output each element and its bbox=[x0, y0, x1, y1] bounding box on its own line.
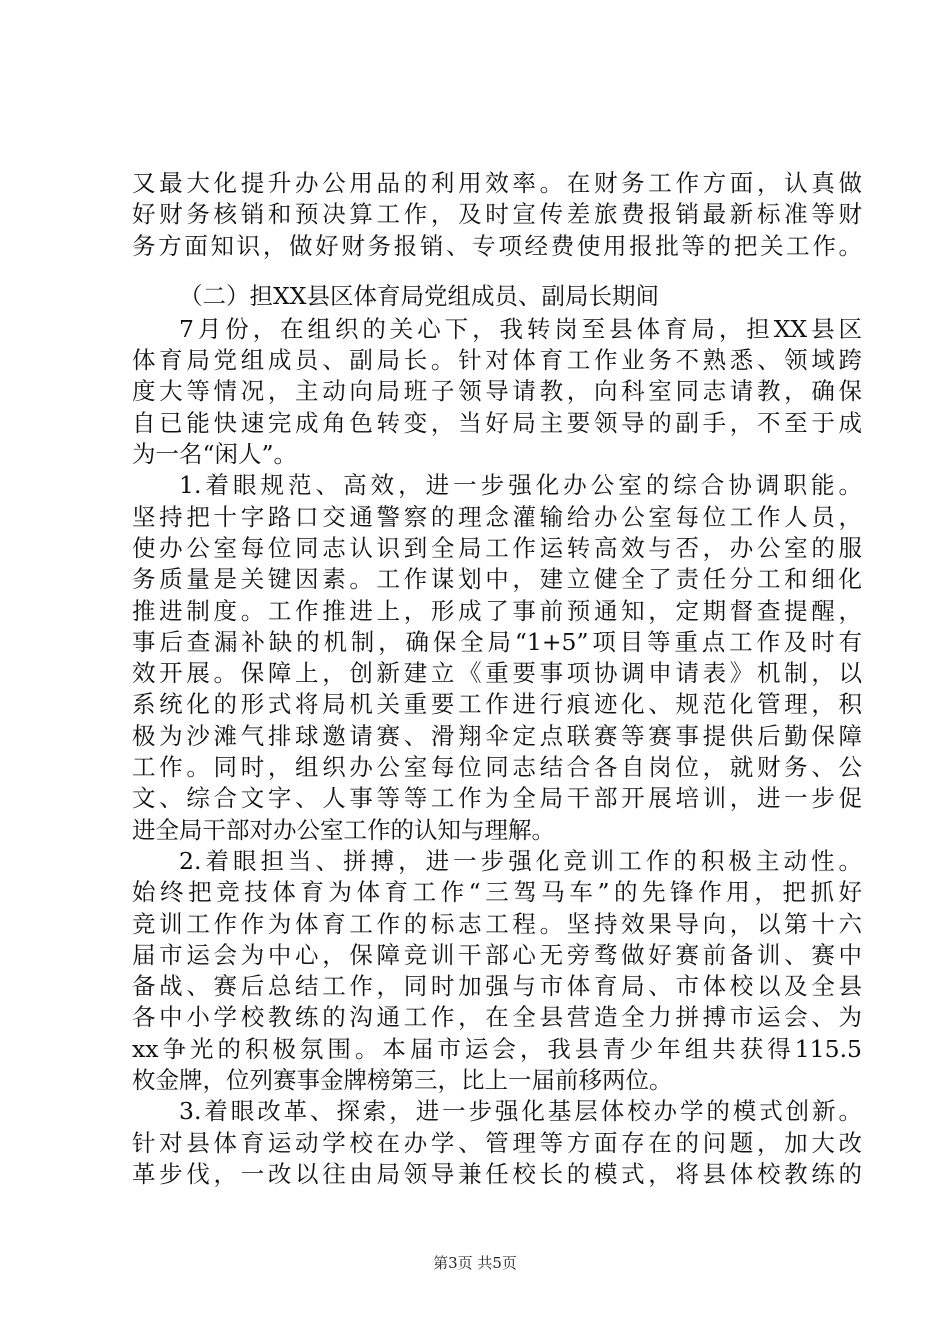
text-line: 系统化的形式将局机关重要工作进行痕迹化、规范化管理，积 bbox=[132, 690, 862, 719]
text-line: 务方面知识，做好财务报销、专项经费使用报批等的把关工作。 bbox=[132, 231, 862, 260]
text-line: 使办公室每位同志认识到全局工作运转高效与否，办公室的服 bbox=[132, 533, 862, 562]
text-line: 竞训工作作为体育工作的标志工程。坚持效果导向，以第十六 bbox=[132, 909, 862, 938]
text-line: 文、综合文字、人事等等工作为全局干部开展培训，进一步促 bbox=[132, 784, 862, 813]
text-line: 针对县体育运动学校在办学、管理等方面存在的问题，加大改 bbox=[132, 1128, 862, 1157]
page-footer: 第3页 共5页 bbox=[433, 1254, 517, 1272]
text-line: 为一名“闲人”。 bbox=[132, 440, 298, 469]
section-heading: （二）担XX县区体育局党组成员、副局长期间 bbox=[179, 281, 659, 310]
text-line: 进全局干部对办公室工作的认知与理解。 bbox=[132, 815, 555, 844]
subheading-line: 1.着眼规范、高效，进一步强化办公室的综合协调职能。 bbox=[179, 471, 862, 500]
text-line: 度大等情况，主动向局班子领导请教，向科室同志请教，确保 bbox=[132, 377, 862, 406]
text-line: 事后查漏补缺的机制，确保全局“1+5”项目等重点工作及时有 bbox=[132, 627, 862, 656]
text-line: 体育局党组成员、副局长。针对体育工作业务不熟悉、领域跨 bbox=[132, 346, 862, 375]
text-line: 推进制度。工作推进上，形成了事前预通知，定期督查提醒， bbox=[132, 596, 862, 625]
text-line: 坚持把十字路口交通警察的理念灌输给办公室每位工作人员， bbox=[132, 502, 862, 531]
text-line: 备战、赛后总结工作，同时加强与市体育局、市体校以及全县 bbox=[132, 972, 862, 1001]
text-line: 又最大化提升办公用品的利用效率。在财务工作方面，认真做 bbox=[132, 169, 862, 197]
text-line: xx争光的积极氛围。本届市运会，我县青少年组共获得115.5 bbox=[132, 1034, 862, 1063]
text-line: 工作。同时，组织办公室每位同志结合各自岗位，就财务、公 bbox=[132, 753, 862, 782]
subheading-line: 3.着眼改革、探索，进一步强化基层体校办学的模式创新。 bbox=[179, 1097, 862, 1126]
text-line: 自已能快速完成角色转变，当好局主要领导的副手，不至于成 bbox=[132, 408, 862, 437]
text-line: 务质量是关键因素。工作谋划中，建立健全了责任分工和细化 bbox=[132, 565, 862, 594]
text-line: 好财务核销和预决算工作，及时宣传差旅费报销最新标准等财 bbox=[132, 200, 862, 229]
subheading-line: 2.着眼担当、拼搏，进一步强化竞训工作的积极主动性。 bbox=[179, 846, 862, 875]
text-line: 7月份，在组织的关心下，我转岗至县体育局，担XX县区 bbox=[179, 314, 862, 343]
text-line: 届市运会为中心，保障竞训干部心无旁骛做好赛前备训、赛中 bbox=[132, 940, 862, 969]
text-line: 枚金牌，位列赛事金牌榜第三，比上一届前移两位。 bbox=[132, 1066, 673, 1095]
text-line: 效开展。保障上，创新建立《重要事项协调申请表》机制，以 bbox=[132, 659, 862, 688]
text-line: 各中小学校教练的沟通工作，在全县营造全力拼搏市运会、为 bbox=[132, 1003, 862, 1032]
document-body bbox=[132, 168, 862, 1190]
text-line: 极为沙滩气排球邀请赛、滑翔伞定点联赛等赛事提供后勤保障 bbox=[132, 721, 862, 750]
text-line: 革步伐，一改以往由局领导兼任校长的模式，将县体校教练的 bbox=[132, 1159, 862, 1188]
text-line: 始终把竞技体育为体育工作“三驾马车”的先锋作用，把抓好 bbox=[132, 878, 862, 907]
